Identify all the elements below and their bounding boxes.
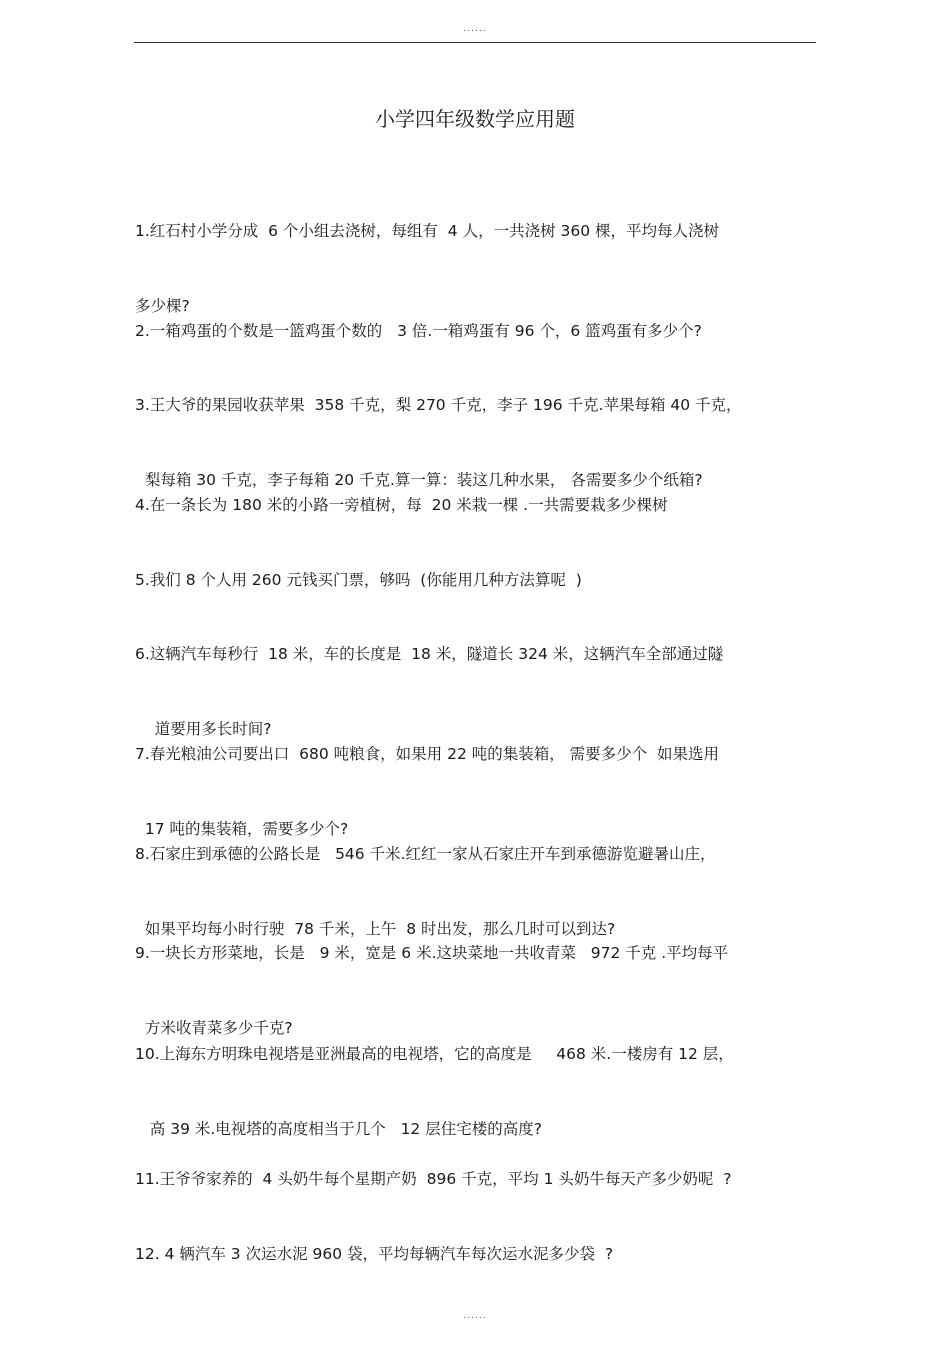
header-dots: ......: [463, 24, 487, 34]
problem-5-line-1: 5.我们 8 个人用 260 元钱买门票，够吗 (你能用几种方法算呢 ): [135, 571, 582, 589]
problem-3-line-2: 梨每箱 30 千克，李子每箱 20 千克.算一算：装这几种水果， 各需要多少个纸箱?: [135, 471, 703, 489]
problem-1-line-2: 多少棵?: [135, 297, 190, 315]
page-title: 小学四年级数学应用题: [375, 107, 575, 131]
problem-2-line-1: 2.一箱鸡蛋的个数是一篮鸡蛋个数的 3 倍.一箱鸡蛋有 96 个，6 篮鸡蛋有多少个?: [135, 322, 702, 340]
problem-7-line-2: 17 吨的集装箱，需要多少个?: [135, 820, 349, 838]
problem-10-line-2: 高 39 米.电视塔的高度相当于几个 12 层住宅楼的高度?: [135, 1120, 542, 1138]
problem-8-line-2: 如果平均每小时行驶 78 千米，上午 8 时出发，那么几时可以到达?: [135, 920, 616, 938]
footer-dots: ......: [463, 1311, 487, 1321]
problem-9-line-2: 方米收青菜多少千克?: [135, 1019, 293, 1037]
problem-4-line-1: 4.在一条长为 180 米的小路一旁植树，每 20 米栽一棵 .一共需要栽多少棵树: [135, 496, 668, 514]
problem-9-line-1: 9.一块长方形菜地，长是 9 米，宽是 6 米.这块菜地一共收青菜 972 千克 .平均每平: [135, 944, 729, 962]
problem-11-line-1: 11.王爷爷家养的 4 头奶牛每个星期产奶 896 千克，平均 1 头奶牛每天产多少奶呢 ?: [135, 1170, 732, 1188]
problem-6-line-1: 6.这辆汽车每秒行 18 米，车的长度是 18 米，隧道长 324 米，这辆汽车全部通过隧: [135, 645, 724, 663]
header-rule: [134, 42, 816, 43]
problem-7-line-1: 7.春光粮油公司要出口 680 吨粮食，如果用 22 吨的集装箱， 需要多少个 如果选用: [135, 745, 720, 763]
problem-6-line-2: 道要用多长时间?: [135, 720, 272, 738]
problem-10-line-1: 10.上海东方明珠电视塔是亚洲最高的电视塔，它的高度是 468 米.一楼房有 12 层，: [135, 1045, 734, 1063]
problem-8-line-1: 8.石家庄到承德的公路长是 546 千米.红红一家从石家庄开车到承德游览避暑山庄，: [135, 845, 716, 863]
problem-1-line-1: 1.红石村小学分成 6 个小组去浇树，每组有 4 人，一共浇树 360 棵，平均每人浇树: [135, 222, 720, 240]
problem-12-line-1: 12. 4 辆汽车 3 次运水泥 960 袋，平均每辆汽车每次运水泥多少袋 ?: [135, 1245, 614, 1263]
problem-3-line-1: 3.王大爷的果园收获苹果 358 千克，梨 270 千克，李子 196 千克.苹果每箱 40 千克，: [135, 396, 742, 414]
problem-12: [135, 1192, 825, 1292]
